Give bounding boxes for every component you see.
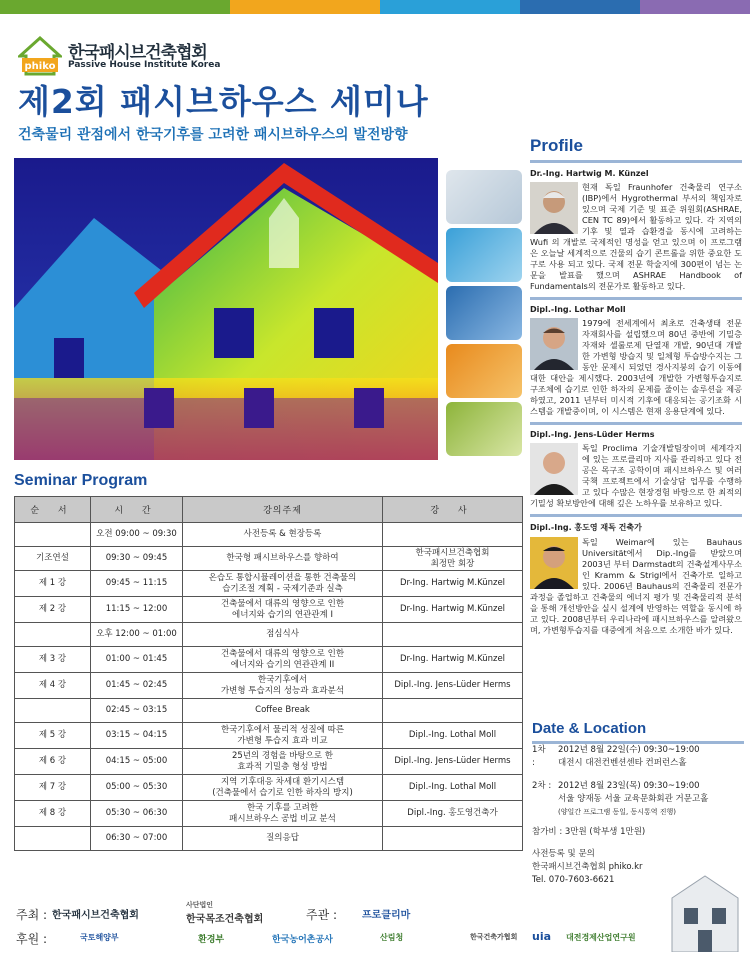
table-row	[15, 597, 523, 623]
day2-place: 서울 양재동 서울 교육문화회관 거문고홀	[558, 794, 709, 804]
order-cell: 제 3 강	[15, 647, 91, 673]
profile-name: Dipl.-Ing. Lothar Moll	[530, 305, 626, 314]
topic-cell: 온습도 통합시뮬레이션을 통한 건축물의 습기조절 계획 - 국제기준과 실측	[183, 571, 383, 597]
sponsor-item: 환경부	[198, 935, 225, 945]
thermal-house-image	[14, 158, 438, 460]
order-cell: 제 1 강	[15, 571, 91, 597]
profile-name: Dr.-Ing. Hartwig M. Künzel	[530, 169, 649, 178]
order-cell	[15, 523, 91, 547]
speaker-cell	[383, 827, 523, 851]
speaker-cell: Dr-Ing. Hartwig M.Künzel	[383, 571, 523, 597]
profile-heading: Profile	[530, 136, 742, 163]
topic-cell: 질의응답	[183, 827, 383, 851]
profile-bio: 독일 Proclima 기술개발팀장이며 세계각지에 있는 프로클리마 지사를 관리하고 있다 전공은 목구조 공학이며 패시브하우스 및 여러 국책 프로젝트에서 기술상담 업무를 수행하고 있다 수많은 현장경험 바탕으로 한 최적의 기밀성 확보방안에 대해 깊은 노하우를 보유하고 있다.	[530, 443, 742, 508]
time-cell: 02:45 ~ 03:15	[91, 699, 183, 723]
house-sunset-thumbnail	[446, 344, 522, 398]
order-cell	[15, 827, 91, 851]
fee-text: 참가비 : 3만원 (학부생 1만원)	[532, 827, 646, 837]
bar-segment	[0, 0, 230, 14]
topic-cell: 한국기후에서 물리적 성질에 따른 가변형 투습지 효과 비교	[183, 723, 383, 749]
house-water-thumbnail	[446, 228, 522, 282]
speaker-cell: Dipl.-Ing. 홍도영건축가	[383, 801, 523, 827]
table-row	[15, 801, 523, 827]
profile-name: Dipl.-Ing. Jens-Lüder Herms	[530, 430, 655, 439]
order-cell: 제 4 강	[15, 673, 91, 699]
profile-section	[530, 136, 742, 646]
profile-bio: 1979에 전세계에서 최초로 건축생태 전문 자재회사를 설립했으며 80년 중반에 기밀층 자재와 셀룰로제 단열재 개발, 90년대 개발한 가변형 방습지 및 일체형 투습방수지는 그동안 문제시 되었던 경사지붕의 습기 이동에 대한 대안을 제시했다. 2003년에 개발한 가변형투습지로 구조체에 습기로 인한 하자의 문제를 줄이는 솔루션을 제공하였고, 2011 년부터 미시적 기후에 대응되는 공기조화 시스템을 개발중이며, 이 시스템은 현재 응용단계에 있다.	[530, 318, 742, 416]
table-row	[15, 547, 523, 571]
topic-cell: Coffee Break	[183, 699, 383, 723]
sponsor-item: 한국농어촌공사	[272, 935, 333, 945]
topic-cell: 25년의 경험을 바탕으로 한 효과적 기밀층 형성 방법	[183, 749, 383, 775]
seminar-program-heading: Seminar Program	[14, 472, 148, 489]
time-cell: 05:30 ~ 06:30	[91, 801, 183, 827]
registration-text: 사전등록 및 문의	[532, 849, 595, 859]
profile-card	[530, 169, 742, 300]
sponsor-item: 산림청	[380, 933, 404, 942]
day1-place: 대전시 대전컨벤션센타 컨퍼런스홀	[558, 758, 687, 768]
topic-cell: 사전등록 & 현장등록	[183, 523, 383, 547]
table-row	[15, 571, 523, 597]
order-cell: 제 7 강	[15, 775, 91, 801]
topic-cell: 한국기후에서 가변형 투습지의 성능과 효과분석	[183, 673, 383, 699]
house-hands-thumbnail	[446, 170, 522, 224]
house-logo-icon	[18, 36, 62, 76]
bar-segment	[520, 0, 640, 14]
speaker-cell: Dr-Ing. Hartwig M.Künzel	[383, 647, 523, 673]
organizer-proclima: 프로클리마	[362, 910, 411, 921]
time-cell: 09:45 ~ 11:15	[91, 571, 183, 597]
order-cell: 제 2 강	[15, 597, 91, 623]
table-row	[15, 623, 523, 647]
order-cell: 제 6 강	[15, 749, 91, 775]
sponsor-item: 대전경제산업연구원	[566, 933, 636, 942]
profile-name: Dipl.-Ing. 홍도영 재독 건축가	[530, 523, 642, 532]
speaker-cell: Dipl.-Ing. Lothal Moll	[383, 775, 523, 801]
col-time: 시 간	[91, 497, 183, 523]
profile-card	[530, 430, 742, 517]
contact-tel: Tel. 070-7603-6621	[532, 875, 615, 885]
table-row	[15, 647, 523, 673]
col-topic: 강의주제	[183, 497, 383, 523]
speaker-cell	[383, 523, 523, 547]
day2-label: 2차 :	[532, 781, 552, 791]
organizer-label: 주관 :	[306, 908, 338, 922]
order-cell: 기조연설	[15, 547, 91, 571]
sponsor-label: 후원 :	[16, 932, 48, 946]
time-cell: 04:15 ~ 05:00	[91, 749, 183, 775]
footer	[0, 896, 750, 954]
program-table	[14, 496, 523, 851]
col-order: 순 서	[15, 497, 91, 523]
topic-cell: 점심식사	[183, 623, 383, 647]
house-green-thumbnail	[446, 402, 522, 456]
speaker-cell: 한국패시브건축협회 최정만 회장	[383, 547, 523, 571]
portrait-photo	[530, 182, 578, 234]
time-cell: 05:00 ~ 05:30	[91, 775, 183, 801]
date-location-heading: Date & Location	[532, 720, 744, 744]
order-cell	[15, 623, 91, 647]
table-row	[15, 673, 523, 699]
time-cell: 오전 09:00 ~ 09:30	[91, 523, 183, 547]
logo-english: Passive House Institute Korea	[68, 60, 221, 70]
order-cell: 제 5 강	[15, 723, 91, 749]
speaker-cell: Dipl.-Ing. Jens-Lüder Herms	[383, 749, 523, 775]
col-speaker: 강 사	[383, 497, 523, 523]
table-row	[15, 723, 523, 749]
time-cell: 01:00 ~ 01:45	[91, 647, 183, 673]
time-cell: 오후 12:00 ~ 01:00	[91, 623, 183, 647]
portrait-photo	[530, 318, 578, 370]
profile-card	[530, 305, 742, 425]
order-cell: 제 8 강	[15, 801, 91, 827]
page-title: 제2회 패시브하우스 세미나	[18, 82, 429, 121]
contact-org: 한국패시브건축협회 phiko.kr	[532, 862, 643, 872]
host-label: 주최 :	[16, 908, 48, 922]
day1-label: 1차 :	[532, 745, 546, 768]
house-hand-thumbnail	[446, 286, 522, 340]
time-cell: 03:15 ~ 04:15	[91, 723, 183, 749]
sponsor-item: 국토해양부	[80, 933, 119, 942]
table-header-row	[15, 497, 523, 523]
topic-cell: 건축물에서 대류의 영향으로 인한 에너지와 습기의 연관관계 I	[183, 597, 383, 623]
topic-cell: 한국 기후를 고려한 패시브하우스 공법 비교 분석	[183, 801, 383, 827]
bar-segment	[380, 0, 520, 14]
phiko-logo	[18, 36, 228, 76]
time-cell: 09:30 ~ 09:45	[91, 547, 183, 571]
profile-card	[530, 522, 742, 641]
sponsor-item: uia	[532, 930, 552, 943]
bar-segment	[230, 0, 380, 14]
logo-korean: 한국패시브건축협회	[68, 43, 207, 63]
speaker-cell	[383, 699, 523, 723]
sponsor-item: 한국건축가협회	[470, 933, 518, 941]
host-kwood-small: 사단법인	[186, 901, 214, 909]
bar-segment	[640, 0, 750, 14]
table-row	[15, 827, 523, 851]
table-row	[15, 749, 523, 775]
profile-bio: 독일 Weimar에 있는 Bauhaus Universität에서 Dip.-Ing를 받았으며 2003년 부터 Darmstadt의 건축설계사무소인 Kramm & Strigl에서 건축가로 일하고 있다. 2006년 Bauhaus의 건축물리 전문가 과정을 졸업하고 건축물의 에너지 평가 및 건축물리적 분석을 통해 개선방안을 실시 설계에 반영하는 역할을 동시에 하고 있다. 2008년부터 우리나라에 패시브하우스를 알려왔으며, 가변형투습지를 대중에게 처음으로 소개한 바가 있다.	[530, 537, 742, 635]
time-cell: 01:45 ~ 02:45	[91, 673, 183, 699]
profile-bio: 현재 독일 Fraunhofer 건축물리 연구소 (IBP)에서 Hygrothermal 부서의 책임자로 있으며 국제 기준 및 표준 위원회(ASHRAE, CEN TC 89)에서 활동하고 있다. 각 지역의 기후 및 열과 습환경을 동시에 고려하는 Wufi 의 개발로 국제적인 명성을 얻고 있으며 이 프로그램은 오늘날 세계적으로 건물의 습기 콘트롤을 위한 중요한 도구로 사용 되고 있다. 국제 전문 학술지에 300편이 넘는 논문을 발표를 했으며 ASHRAE Handbook of Fundamentals의 전문가로 활동하고 있다.	[530, 182, 742, 291]
table-row	[15, 775, 523, 801]
speaker-cell: Dipl.-Ing. Lothal Moll	[383, 723, 523, 749]
host-kwood: 한국목조건축협회	[186, 914, 264, 925]
topic-cell: 지역 기후대응 차세대 환기시스템 (건축물에서 습기로 인한 하자의 방지)	[183, 775, 383, 801]
time-cell: 11:15 ~ 12:00	[91, 597, 183, 623]
topic-cell: 한국형 패시브하우스를 향하여	[183, 547, 383, 571]
portrait-photo	[530, 537, 578, 589]
speaker-cell: Dr-Ing. Hartwig M.Künzel	[383, 597, 523, 623]
day2-date: 2012년 8월 23일(목) 09:30~19:00	[558, 781, 700, 791]
portrait-photo	[530, 443, 578, 495]
table-row	[15, 699, 523, 723]
table-row	[15, 523, 523, 547]
logo-mark-text: phiko	[24, 61, 56, 72]
time-cell: 06:30 ~ 07:00	[91, 827, 183, 851]
thumbnail-column	[446, 170, 522, 460]
host-phiko: 한국패시브건축협회	[52, 910, 139, 921]
top-color-bar	[0, 0, 750, 14]
topic-cell: 건축물에서 대류의 영향으로 인한 에너지와 습기의 연관관계 II	[183, 647, 383, 673]
day2-note: (양일간 프로그램 동일, 동시통역 진행)	[558, 808, 677, 816]
order-cell	[15, 699, 91, 723]
page-subtitle: 건축물리 관점에서 한국기후를 고려한 패시브하우스의 발전방향	[18, 127, 408, 143]
day1-date: 2012년 8월 22일(수) 09:30~19:00	[558, 745, 700, 755]
speaker-cell: Dipl.-Ing. Jens-Lüder Herms	[383, 673, 523, 699]
speaker-cell	[383, 623, 523, 647]
